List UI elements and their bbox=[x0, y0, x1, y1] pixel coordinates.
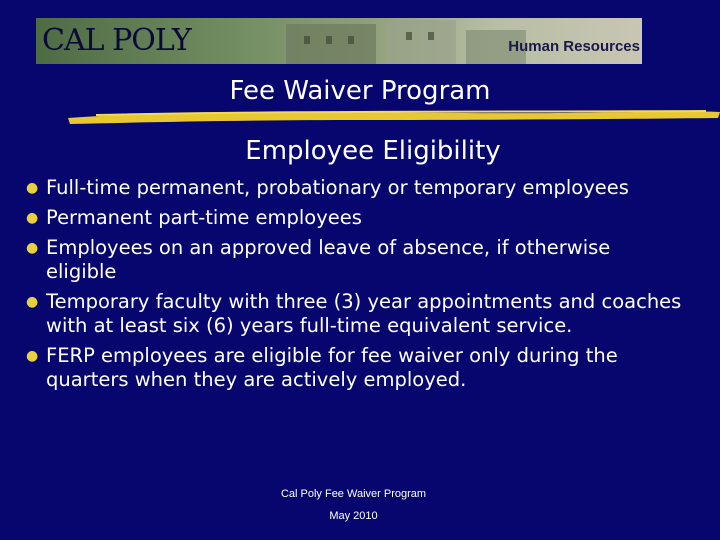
banner-window bbox=[304, 36, 310, 44]
highlighter-stroke bbox=[66, 106, 720, 126]
banner-building-image bbox=[286, 24, 376, 64]
list-item-text: Temporary faculty with three (3) year appointments and coaches with at least six (6) years full-time equivalent service. bbox=[46, 290, 682, 337]
list-item bbox=[26, 344, 686, 392]
banner-building-image bbox=[386, 20, 456, 64]
bullet-icon: ● bbox=[26, 180, 39, 196]
list-item-text: Permanent part-time employees bbox=[46, 206, 362, 229]
banner-window bbox=[326, 36, 332, 44]
footer-date: May 2010 bbox=[329, 510, 378, 522]
banner-window bbox=[348, 36, 354, 44]
list-item bbox=[26, 236, 686, 284]
bullet-icon: ● bbox=[26, 240, 39, 256]
department-label: Human Resources bbox=[508, 38, 640, 55]
cal-poly-logo: CAL POLY bbox=[42, 23, 191, 58]
list-item-text: Employees on an approved leave of absence, if otherwise eligible bbox=[46, 236, 611, 283]
bullet-icon: ● bbox=[26, 210, 39, 226]
bullet-icon: ● bbox=[26, 294, 39, 310]
list-item-text: FERP employees are eligible for fee waiver only during the quarters when they are actively employed. bbox=[46, 344, 618, 391]
eligibility-list bbox=[26, 176, 686, 398]
slide-title: Fee Waiver Program bbox=[229, 76, 491, 106]
list-item bbox=[26, 176, 686, 200]
bullet-icon: ● bbox=[26, 348, 39, 364]
slide-subtitle: Employee Eligibility bbox=[245, 136, 501, 166]
footer-program-name: Cal Poly Fee Waiver Program bbox=[280, 488, 427, 500]
list-item bbox=[26, 290, 686, 338]
header-banner bbox=[36, 18, 642, 64]
banner-window bbox=[428, 32, 434, 40]
banner-window bbox=[406, 32, 412, 40]
list-item-text: Full-time permanent, probationary or temporary employees bbox=[46, 176, 629, 199]
list-item bbox=[26, 206, 686, 230]
